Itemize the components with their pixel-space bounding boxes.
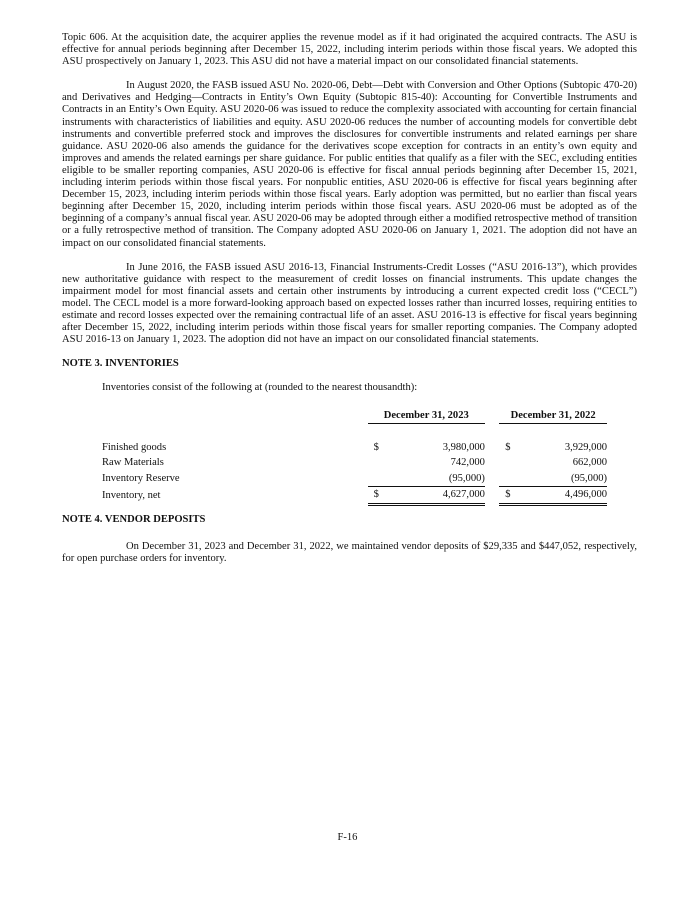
document-page bbox=[62, 32, 637, 565]
value-2022: 4,496,000 bbox=[564, 489, 607, 501]
paragraph-asu-2020-06: In August 2020, the FASB issued ASU No. 2020-06, Debt—Debt with Conversion and Other Options (Subtopic 470-20) and Derivatives and Hedging—Contracts in Entity’s Own Equity (Subtopic 815-40): Accounting for Convertible Instruments and Contracts in an Entity’s Own Equity. ASU 2020-06 was issued to reduce the complexity associated with accounting for certain financial instruments with characteristics of liabilities and equity. ASU 2020-06 reduces the number of accounting models for convertible debt instruments and convertible preferred stock and improves the disclosures for convertible instruments and related earnings per share guidance. ASU 2020-06 also amends the guidance for the derivatives scope exception for contracts in an entity’s own equity and improves and amends the related earnings per share guidance. For public entities that qualify as a filer with the SEC, excluding entities eligible to be smaller reporting companies, ASU 2020-06 is effective for fiscal annual periods beginning after December 15, 2021, including interim periods within those fiscal years. For nonpublic entities, ASU 2020-06 is effective for fiscal years beginning after December 15, 2023, including interim periods within those fiscal years. Early adoption was permitted, but no earlier than fiscal years beginning after December 15, 2020, including interim periods within those fiscal years. ASU 2020-06 must be adopted as of the beginning of a company’s annual fiscal year. ASU 2020-06 may be adopted through either a modified retrospective method of transition or a fully retrospective method of transition. The Company adopted ASU 2020-06 on January 1, 2021. The adoption did not have an impact on our consolidated financial statements. bbox=[62, 80, 637, 249]
note4-heading: NOTE 4. VENDOR DEPOSITS bbox=[62, 513, 206, 525]
column-header-2023: December 31, 2023 bbox=[368, 408, 485, 424]
value-2022: 662,000 bbox=[572, 457, 607, 469]
table-row-total bbox=[102, 487, 607, 505]
page-number: F-16 bbox=[337, 832, 358, 843]
note4-text: On December 31, 2023 and December 31, 2022, we maintained vendor deposits of $29,335 and $447,052, respectively, for open purchase orders for inventory. bbox=[62, 540, 637, 564]
paragraph-asu-2016-13: In June 2016, the FASB issued ASU 2016-13, Financial Instruments-Credit Losses (“ASU 2016-13”), which provides new authoritative guidance with respect to the measurement of credit losses on financial instruments. This update changes the impairment model for most financial assets and certain other instruments by introducing a current expected credit loss (“CECL”) model. The CECL model is a more forward-looking approach based on expected losses rather than incurred losses, requiring entities to estimate and record losses expected over the remaining contractual life of an asset. ASU 2016-13 is effective for fiscal years beginning after December 15, 2022, including interim periods within those fiscal years for smaller reporting companies. The Company adopted ASU 2016-13 on January 1, 2023. The adoption did not have an impact on our consolidated financial statements. bbox=[62, 261, 637, 346]
value-2023: 742,000 bbox=[450, 457, 485, 469]
value-2022: 3,929,000 bbox=[564, 441, 607, 453]
table-row bbox=[102, 440, 607, 456]
row-label: Finished goods bbox=[102, 441, 167, 453]
paragraph-asu-topic-606: Topic 606. At the acquisition date, the acquirer applies the revenue model as if it had originated the acquired contracts. The ASU is effective for annual periods beginning after December 15, 2022, including interim periods within those fiscal years. We adopted this ASU prospectively on January 1, 2023. This ASU did not have a material impact on our consolidated financial statements. bbox=[62, 32, 637, 68]
note3-intro: Inventories consist of the following at (rounded to the nearest thousandth): bbox=[102, 382, 418, 394]
row-label: Raw Materials bbox=[102, 457, 164, 469]
row-label: Inventory, net bbox=[102, 489, 161, 501]
column-header-2022: December 31, 2022 bbox=[499, 408, 607, 424]
value-2023: 3,980,000 bbox=[442, 441, 485, 453]
currency-symbol: $ bbox=[373, 441, 379, 453]
note3-heading: NOTE 3. INVENTORIES bbox=[62, 358, 179, 370]
table-row bbox=[102, 455, 607, 471]
currency-symbol: $ bbox=[373, 489, 379, 501]
row-label: Inventory Reserve bbox=[102, 472, 180, 484]
currency-symbol: $ bbox=[505, 441, 511, 453]
table-row bbox=[102, 471, 607, 487]
table-header-row bbox=[102, 408, 607, 424]
inventories-table bbox=[102, 408, 607, 506]
value-2022: (95,000) bbox=[570, 472, 607, 484]
value-2023: 4,627,000 bbox=[442, 489, 485, 501]
currency-symbol: $ bbox=[505, 489, 511, 501]
value-2023: (95,000) bbox=[448, 472, 485, 484]
